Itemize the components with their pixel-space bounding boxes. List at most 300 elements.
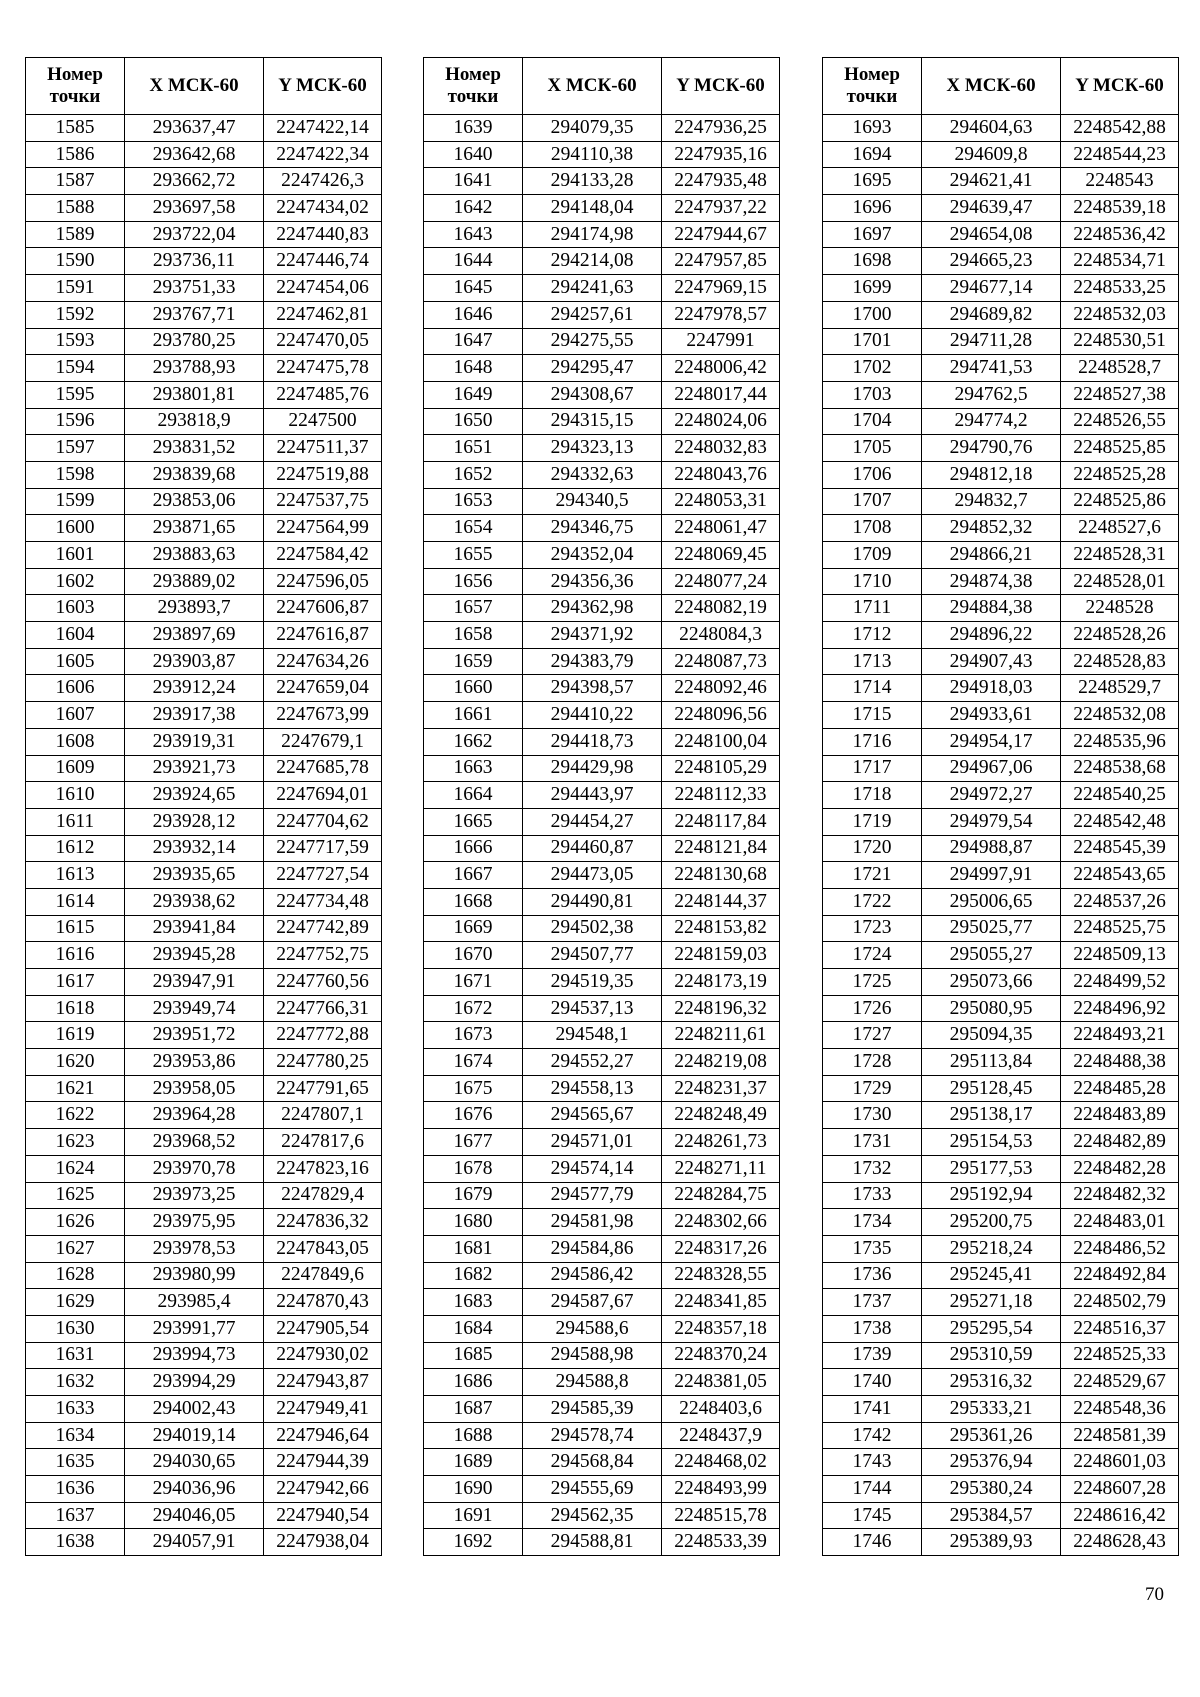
x-coordinate-cell: 294332,63 <box>523 461 662 488</box>
x-coordinate-cell: 295380,24 <box>922 1476 1061 1503</box>
y-coordinate-cell: 2247946,64 <box>264 1422 382 1449</box>
y-coordinate-cell: 2248437,9 <box>662 1422 780 1449</box>
table-row <box>424 808 780 835</box>
coordinates-table-1 <box>25 57 382 1556</box>
y-coordinate-cell: 2248017,44 <box>662 381 780 408</box>
point-number-cell: 1697 <box>823 221 922 248</box>
table-row <box>823 1502 1179 1529</box>
table-row <box>823 622 1179 649</box>
point-number-cell: 1741 <box>823 1396 922 1423</box>
y-coordinate-cell: 2248100,04 <box>662 728 780 755</box>
y-coordinate-cell: 2248112,33 <box>662 782 780 809</box>
table-row <box>424 1049 780 1076</box>
x-coordinate-cell: 294577,79 <box>523 1182 662 1209</box>
x-coordinate-cell: 294558,13 <box>523 1075 662 1102</box>
x-coordinate-cell: 294621,41 <box>922 168 1061 195</box>
x-coordinate-cell: 295384,57 <box>922 1502 1061 1529</box>
x-coordinate-cell: 294429,98 <box>523 755 662 782</box>
point-number-cell: 1602 <box>26 568 125 595</box>
y-coordinate-cell: 2248545,39 <box>1061 835 1179 862</box>
x-coordinate-cell: 294383,79 <box>523 648 662 675</box>
table-row <box>424 835 780 862</box>
table-row <box>823 461 1179 488</box>
table-row <box>26 1315 382 1342</box>
x-coordinate-cell: 294371,92 <box>523 622 662 649</box>
x-coordinate-cell: 294812,18 <box>922 461 1061 488</box>
y-coordinate-cell: 2248488,38 <box>1061 1049 1179 1076</box>
point-number-cell: 1603 <box>26 595 125 622</box>
table-row <box>26 275 382 302</box>
table-row <box>26 1369 382 1396</box>
point-number-cell: 1654 <box>424 515 523 542</box>
point-number-cell: 1717 <box>823 755 922 782</box>
table-row <box>823 1529 1179 1556</box>
x-coordinate-cell: 294295,47 <box>523 355 662 382</box>
y-coordinate-cell: 2248403,6 <box>662 1396 780 1423</box>
coordinates-table-3 <box>822 57 1179 1556</box>
x-coordinate-cell: 294918,03 <box>922 675 1061 702</box>
table-row <box>26 435 382 462</box>
y-coordinate-cell: 2247905,54 <box>264 1315 382 1342</box>
y-coordinate-cell: 2248536,42 <box>1061 221 1179 248</box>
table-row <box>823 728 1179 755</box>
header-row <box>26 58 382 115</box>
point-number-cell: 1657 <box>424 595 523 622</box>
point-number-cell: 1699 <box>823 275 922 302</box>
x-coordinate-cell: 294874,38 <box>922 568 1061 595</box>
y-coordinate-cell: 2248502,79 <box>1061 1289 1179 1316</box>
y-coordinate-cell: 2248535,96 <box>1061 728 1179 755</box>
table-row <box>823 195 1179 222</box>
table-row <box>424 995 780 1022</box>
x-coordinate-cell: 293642,68 <box>125 141 264 168</box>
x-coordinate-cell: 293897,69 <box>125 622 264 649</box>
header-y: Y МСК-60 <box>264 58 382 115</box>
table-row <box>424 248 780 275</box>
x-coordinate-cell: 294988,87 <box>922 835 1061 862</box>
point-number-cell: 1665 <box>424 808 523 835</box>
x-coordinate-cell: 293973,25 <box>125 1182 264 1209</box>
table-row <box>424 1235 780 1262</box>
table-row <box>424 888 780 915</box>
table-row <box>424 1289 780 1316</box>
point-number-cell: 1600 <box>26 515 125 542</box>
x-coordinate-cell: 294473,05 <box>523 862 662 889</box>
y-coordinate-cell: 2248509,13 <box>1061 942 1179 969</box>
y-coordinate-cell: 2247940,54 <box>264 1502 382 1529</box>
x-coordinate-cell: 293951,72 <box>125 1022 264 1049</box>
y-coordinate-cell: 2247685,78 <box>264 755 382 782</box>
x-coordinate-cell: 294443,97 <box>523 782 662 809</box>
x-coordinate-cell: 294352,04 <box>523 542 662 569</box>
x-coordinate-cell: 293985,4 <box>125 1289 264 1316</box>
x-coordinate-cell: 294418,73 <box>523 728 662 755</box>
y-coordinate-cell: 2248486,52 <box>1061 1235 1179 1262</box>
x-coordinate-cell: 294896,22 <box>922 622 1061 649</box>
y-coordinate-cell: 2247519,88 <box>264 461 382 488</box>
table-row <box>823 1155 1179 1182</box>
point-number-cell: 1620 <box>26 1049 125 1076</box>
x-coordinate-cell: 294654,08 <box>922 221 1061 248</box>
y-coordinate-cell: 2248130,68 <box>662 862 780 889</box>
y-coordinate-cell: 2248468,02 <box>662 1449 780 1476</box>
point-number-cell: 1681 <box>424 1235 523 1262</box>
point-number-cell: 1598 <box>26 461 125 488</box>
point-number-cell: 1610 <box>26 782 125 809</box>
x-coordinate-cell: 293994,29 <box>125 1369 264 1396</box>
y-coordinate-cell: 2247823,16 <box>264 1155 382 1182</box>
y-coordinate-cell: 2248493,21 <box>1061 1022 1179 1049</box>
x-coordinate-cell: 294588,8 <box>523 1369 662 1396</box>
point-number-cell: 1661 <box>424 702 523 729</box>
point-number-cell: 1662 <box>424 728 523 755</box>
x-coordinate-cell: 293662,72 <box>125 168 264 195</box>
point-number-cell: 1644 <box>424 248 523 275</box>
x-coordinate-cell: 293991,77 <box>125 1315 264 1342</box>
y-coordinate-cell: 2247606,87 <box>264 595 382 622</box>
y-coordinate-cell: 2248533,25 <box>1061 275 1179 302</box>
table-row <box>424 1396 780 1423</box>
x-coordinate-cell: 294604,63 <box>922 115 1061 142</box>
y-coordinate-cell: 2248607,28 <box>1061 1476 1179 1503</box>
x-coordinate-cell: 294677,14 <box>922 275 1061 302</box>
x-coordinate-cell: 295333,21 <box>922 1396 1061 1423</box>
x-coordinate-cell: 293637,47 <box>125 115 264 142</box>
point-number-cell: 1742 <box>823 1422 922 1449</box>
x-coordinate-cell: 293994,73 <box>125 1342 264 1369</box>
x-coordinate-cell: 294410,22 <box>523 702 662 729</box>
point-number-cell: 1731 <box>823 1129 922 1156</box>
table-row <box>26 1262 382 1289</box>
y-coordinate-cell: 2248006,42 <box>662 355 780 382</box>
table-row <box>26 1129 382 1156</box>
point-number-cell: 1666 <box>424 835 523 862</box>
point-number-cell: 1667 <box>424 862 523 889</box>
table-row <box>26 862 382 889</box>
table-row <box>823 141 1179 168</box>
table-row <box>26 168 382 195</box>
point-number-cell: 1591 <box>26 275 125 302</box>
table-row <box>424 115 780 142</box>
table-row <box>26 355 382 382</box>
y-coordinate-cell: 2247717,59 <box>264 835 382 862</box>
table-row <box>424 1449 780 1476</box>
y-coordinate-cell: 2247679,1 <box>264 728 382 755</box>
table-row <box>424 1476 780 1503</box>
y-coordinate-cell: 2248219,08 <box>662 1049 780 1076</box>
point-number-cell: 1720 <box>823 835 922 862</box>
table-row <box>26 221 382 248</box>
point-number-cell: 1615 <box>26 915 125 942</box>
table-row <box>26 408 382 435</box>
table-row <box>26 1342 382 1369</box>
point-number-cell: 1641 <box>424 168 523 195</box>
point-number-cell: 1685 <box>424 1342 523 1369</box>
x-coordinate-cell: 294997,91 <box>922 862 1061 889</box>
point-number-cell: 1655 <box>424 542 523 569</box>
y-coordinate-cell: 2247485,76 <box>264 381 382 408</box>
table-row <box>424 1075 780 1102</box>
y-coordinate-cell: 2248542,88 <box>1061 115 1179 142</box>
table-row <box>823 969 1179 996</box>
point-number-cell: 1715 <box>823 702 922 729</box>
x-coordinate-cell: 294933,61 <box>922 702 1061 729</box>
y-coordinate-cell: 2248516,37 <box>1061 1315 1179 1342</box>
x-coordinate-cell: 294257,61 <box>523 301 662 328</box>
point-number-cell: 1604 <box>26 622 125 649</box>
point-number-cell: 1746 <box>823 1529 922 1556</box>
point-number-cell: 1592 <box>26 301 125 328</box>
point-number-cell: 1706 <box>823 461 922 488</box>
point-number-cell: 1740 <box>823 1369 922 1396</box>
table-row <box>823 248 1179 275</box>
table-row <box>424 862 780 889</box>
table-row <box>823 1235 1179 1262</box>
point-number-cell: 1650 <box>424 408 523 435</box>
y-coordinate-cell: 2248528,26 <box>1061 622 1179 649</box>
x-coordinate-cell: 294762,5 <box>922 381 1061 408</box>
x-coordinate-cell: 295006,65 <box>922 888 1061 915</box>
x-coordinate-cell: 294588,81 <box>523 1529 662 1556</box>
y-coordinate-cell: 2248528,01 <box>1061 568 1179 595</box>
point-number-cell: 1732 <box>823 1155 922 1182</box>
x-coordinate-cell: 294565,67 <box>523 1102 662 1129</box>
x-coordinate-cell: 293945,28 <box>125 942 264 969</box>
x-coordinate-cell: 293947,91 <box>125 969 264 996</box>
point-number-cell: 1649 <box>424 381 523 408</box>
point-number-cell: 1634 <box>26 1422 125 1449</box>
x-coordinate-cell: 294346,75 <box>523 515 662 542</box>
y-coordinate-cell: 2248542,48 <box>1061 808 1179 835</box>
point-number-cell: 1713 <box>823 648 922 675</box>
x-coordinate-cell: 294110,38 <box>523 141 662 168</box>
table-row <box>26 915 382 942</box>
x-coordinate-cell: 294907,43 <box>922 648 1061 675</box>
x-coordinate-cell: 294574,14 <box>523 1155 662 1182</box>
point-number-cell: 1745 <box>823 1502 922 1529</box>
x-coordinate-cell: 294552,27 <box>523 1049 662 1076</box>
y-coordinate-cell: 2248525,33 <box>1061 1342 1179 1369</box>
point-number-cell: 1677 <box>424 1129 523 1156</box>
x-coordinate-cell: 295025,77 <box>922 915 1061 942</box>
table-row <box>26 1422 382 1449</box>
table-row <box>424 1502 780 1529</box>
x-coordinate-cell: 294507,77 <box>523 942 662 969</box>
x-coordinate-cell: 293980,99 <box>125 1262 264 1289</box>
y-coordinate-cell: 2247949,41 <box>264 1396 382 1423</box>
point-number-cell: 1735 <box>823 1235 922 1262</box>
y-coordinate-cell: 2248539,18 <box>1061 195 1179 222</box>
point-number-cell: 1601 <box>26 542 125 569</box>
header-x: X МСК-60 <box>922 58 1061 115</box>
x-coordinate-cell: 293893,7 <box>125 595 264 622</box>
table-row <box>26 1396 382 1423</box>
y-coordinate-cell: 2247742,89 <box>264 915 382 942</box>
point-number-cell: 1701 <box>823 328 922 355</box>
point-number-cell: 1710 <box>823 568 922 595</box>
y-coordinate-cell: 2248231,37 <box>662 1075 780 1102</box>
y-coordinate-cell: 2248529,67 <box>1061 1369 1179 1396</box>
table-row <box>823 568 1179 595</box>
y-coordinate-cell: 2248526,55 <box>1061 408 1179 435</box>
y-coordinate-cell: 2247446,74 <box>264 248 382 275</box>
y-coordinate-cell: 2247817,6 <box>264 1129 382 1156</box>
table-row <box>26 835 382 862</box>
x-coordinate-cell: 295094,35 <box>922 1022 1061 1049</box>
table-row <box>823 1449 1179 1476</box>
x-coordinate-cell: 293975,95 <box>125 1209 264 1236</box>
table-row <box>823 1049 1179 1076</box>
y-coordinate-cell: 2248538,68 <box>1061 755 1179 782</box>
table-row <box>424 488 780 515</box>
point-number-cell: 1729 <box>823 1075 922 1102</box>
point-number-cell: 1586 <box>26 141 125 168</box>
table-row <box>26 115 382 142</box>
y-coordinate-cell: 2248528,7 <box>1061 355 1179 382</box>
table-row <box>26 1289 382 1316</box>
point-number-cell: 1712 <box>823 622 922 649</box>
x-coordinate-cell: 294967,06 <box>922 755 1061 782</box>
y-coordinate-cell: 2248053,31 <box>662 488 780 515</box>
point-number-cell: 1627 <box>26 1235 125 1262</box>
table-row <box>823 275 1179 302</box>
y-coordinate-cell: 2248532,03 <box>1061 301 1179 328</box>
table-row <box>823 301 1179 328</box>
y-coordinate-cell: 2248529,7 <box>1061 675 1179 702</box>
y-coordinate-cell: 2247849,6 <box>264 1262 382 1289</box>
y-coordinate-cell: 2248525,28 <box>1061 461 1179 488</box>
point-number-cell: 1690 <box>424 1476 523 1503</box>
header-point-number: Номер точки <box>424 58 523 115</box>
table-row <box>823 1422 1179 1449</box>
point-number-cell: 1722 <box>823 888 922 915</box>
x-coordinate-cell: 294852,32 <box>922 515 1061 542</box>
y-coordinate-cell: 2248271,11 <box>662 1155 780 1182</box>
x-coordinate-cell: 294665,23 <box>922 248 1061 275</box>
point-number-cell: 1675 <box>424 1075 523 1102</box>
y-coordinate-cell: 2248082,19 <box>662 595 780 622</box>
y-coordinate-cell: 2247944,39 <box>264 1449 382 1476</box>
y-coordinate-cell: 2247978,57 <box>662 301 780 328</box>
point-number-cell: 1614 <box>26 888 125 915</box>
table-row <box>26 728 382 755</box>
point-number-cell: 1646 <box>424 301 523 328</box>
y-coordinate-cell: 2247944,67 <box>662 221 780 248</box>
point-number-cell: 1631 <box>26 1342 125 1369</box>
point-number-cell: 1702 <box>823 355 922 382</box>
x-coordinate-cell: 294774,2 <box>922 408 1061 435</box>
point-number-cell: 1609 <box>26 755 125 782</box>
table-row <box>424 275 780 302</box>
table-row <box>26 1182 382 1209</box>
y-coordinate-cell: 2248341,85 <box>662 1289 780 1316</box>
y-coordinate-cell: 2248532,08 <box>1061 702 1179 729</box>
y-coordinate-cell: 2248061,47 <box>662 515 780 542</box>
table-row <box>26 755 382 782</box>
x-coordinate-cell: 293697,58 <box>125 195 264 222</box>
y-coordinate-cell: 2248548,36 <box>1061 1396 1179 1423</box>
x-coordinate-cell: 295073,66 <box>922 969 1061 996</box>
x-coordinate-cell: 293919,31 <box>125 728 264 755</box>
coordinates-table-2 <box>423 57 780 1556</box>
point-number-cell: 1623 <box>26 1129 125 1156</box>
table-row <box>424 168 780 195</box>
x-coordinate-cell: 294588,6 <box>523 1315 662 1342</box>
point-number-cell: 1628 <box>26 1262 125 1289</box>
x-coordinate-cell: 294079,35 <box>523 115 662 142</box>
x-coordinate-cell: 293831,52 <box>125 435 264 462</box>
y-coordinate-cell: 2248544,23 <box>1061 141 1179 168</box>
table-row <box>26 1209 382 1236</box>
y-coordinate-cell: 2247475,78 <box>264 355 382 382</box>
x-coordinate-cell: 294555,69 <box>523 1476 662 1503</box>
point-number-cell: 1734 <box>823 1209 922 1236</box>
y-coordinate-cell: 2248096,56 <box>662 702 780 729</box>
y-coordinate-cell: 2247564,99 <box>264 515 382 542</box>
header-y: Y МСК-60 <box>1061 58 1179 115</box>
y-coordinate-cell: 2247470,05 <box>264 328 382 355</box>
header-point-number: Номер точки <box>26 58 125 115</box>
point-number-cell: 1656 <box>424 568 523 595</box>
table-row <box>823 915 1179 942</box>
y-coordinate-cell: 2247969,15 <box>662 275 780 302</box>
table-row <box>823 1075 1179 1102</box>
x-coordinate-cell: 294866,21 <box>922 542 1061 569</box>
x-coordinate-cell: 294711,28 <box>922 328 1061 355</box>
point-number-cell: 1733 <box>823 1182 922 1209</box>
table-row <box>823 862 1179 889</box>
y-coordinate-cell: 2248069,45 <box>662 542 780 569</box>
point-number-cell: 1730 <box>823 1102 922 1129</box>
x-coordinate-cell: 293949,74 <box>125 995 264 1022</box>
y-coordinate-cell: 2247634,26 <box>264 648 382 675</box>
table-row <box>26 808 382 835</box>
table-row <box>823 808 1179 835</box>
point-number-cell: 1719 <box>823 808 922 835</box>
point-number-cell: 1629 <box>26 1289 125 1316</box>
point-number-cell: 1700 <box>823 301 922 328</box>
point-number-cell: 1726 <box>823 995 922 1022</box>
point-number-cell: 1643 <box>424 221 523 248</box>
y-coordinate-cell: 2247596,05 <box>264 568 382 595</box>
x-coordinate-cell: 293853,06 <box>125 488 264 515</box>
point-number-cell: 1716 <box>823 728 922 755</box>
y-coordinate-cell: 2247957,85 <box>662 248 780 275</box>
point-number-cell: 1728 <box>823 1049 922 1076</box>
point-number-cell: 1599 <box>26 488 125 515</box>
y-coordinate-cell: 2248173,19 <box>662 969 780 996</box>
y-coordinate-cell: 2248153,82 <box>662 915 780 942</box>
x-coordinate-cell: 294454,27 <box>523 808 662 835</box>
point-number-cell: 1693 <box>823 115 922 142</box>
x-coordinate-cell: 294609,8 <box>922 141 1061 168</box>
x-coordinate-cell: 294148,04 <box>523 195 662 222</box>
y-coordinate-cell: 2247462,81 <box>264 301 382 328</box>
table-row <box>823 435 1179 462</box>
y-coordinate-cell: 2247434,02 <box>264 195 382 222</box>
table-row <box>424 1342 780 1369</box>
point-number-cell: 1593 <box>26 328 125 355</box>
x-coordinate-cell: 294790,76 <box>922 435 1061 462</box>
point-number-cell: 1587 <box>26 168 125 195</box>
table-row <box>424 1182 780 1209</box>
point-number-cell: 1691 <box>424 1502 523 1529</box>
point-number-cell: 1595 <box>26 381 125 408</box>
table-row <box>424 301 780 328</box>
table-row <box>26 328 382 355</box>
table-row <box>424 461 780 488</box>
point-number-cell: 1597 <box>26 435 125 462</box>
